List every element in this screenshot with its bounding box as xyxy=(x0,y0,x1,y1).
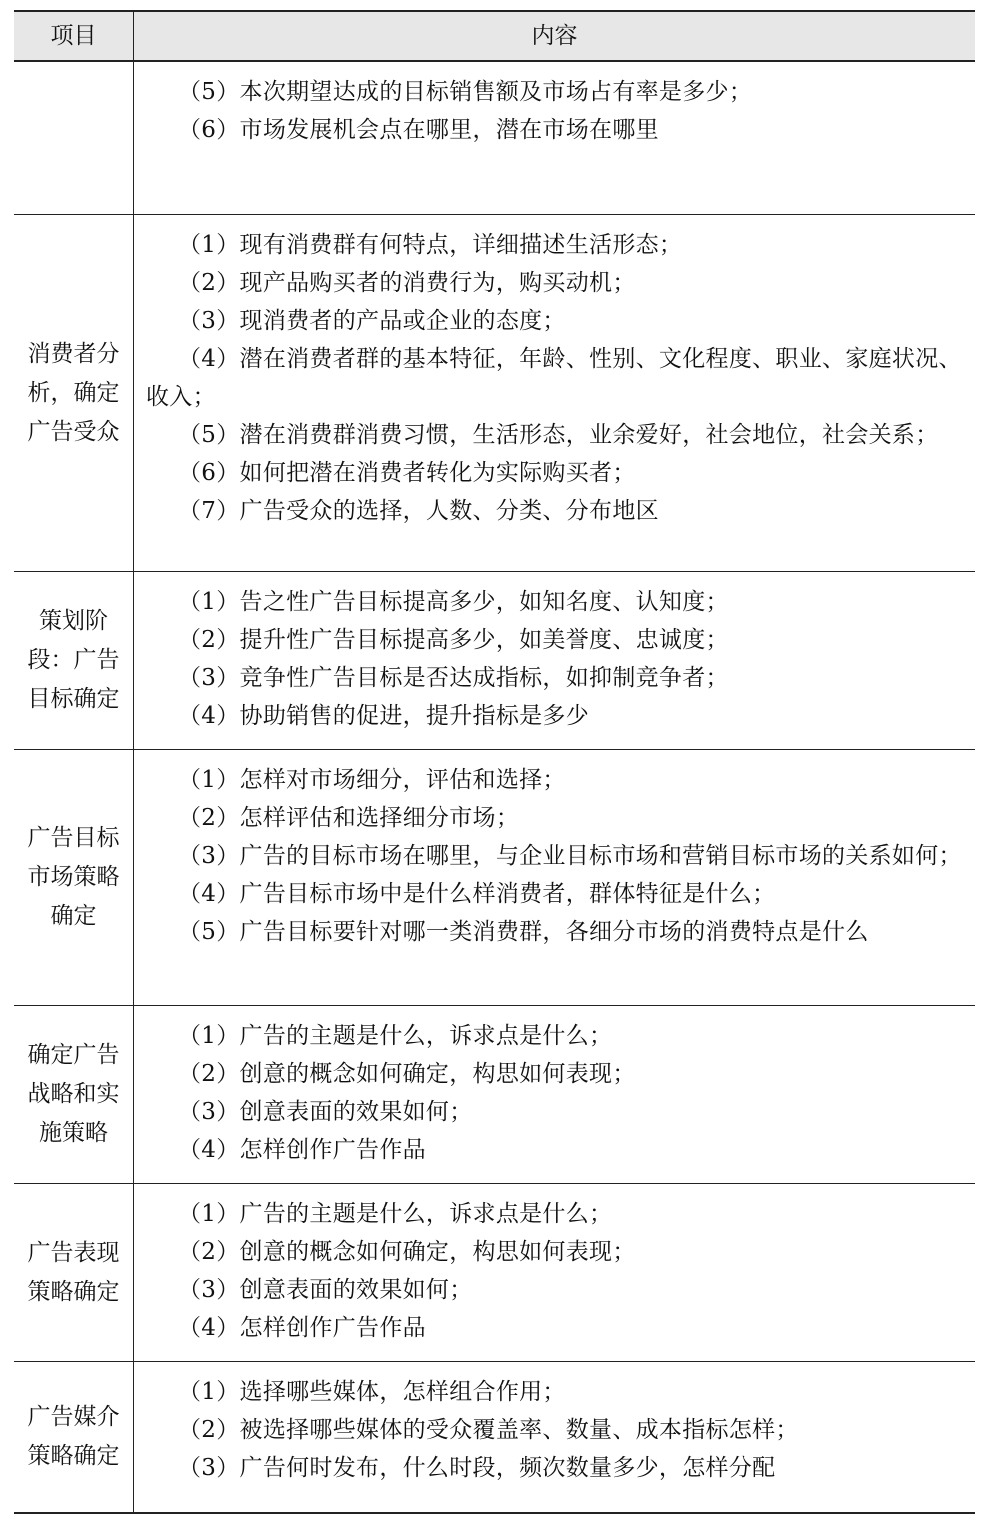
content-line: （1）广告的主题是什么，诉求点是什么； xyxy=(178,1201,613,1227)
content-line: （4）潜在消费者群的基本特征，年龄、性别、文化程度、职业、家庭状况、收入； xyxy=(146,346,962,410)
content-line: （3）创意表面的效果如何； xyxy=(178,1277,473,1303)
content-line: （1）广告的主题是什么，诉求点是什么； xyxy=(178,1023,613,1049)
header-content-cell: 内容 xyxy=(531,23,578,49)
row-item-cell: 广告目标市场策略确定 xyxy=(14,750,134,1005)
row-item-cell: 广告媒介策略确定 xyxy=(14,1362,134,1512)
row-item-cell: 策划阶段：广告目标确定 xyxy=(14,572,134,749)
row-content-cell xyxy=(134,572,975,749)
content-line: （2）怎样评估和选择细分市场； xyxy=(178,805,520,831)
content-line: （4）协助销售的促进，提升指标是多少 xyxy=(178,703,590,729)
content-line: （5）本次期望达成的目标销售额及市场占有率是多少； xyxy=(178,79,753,105)
table-row xyxy=(14,215,975,572)
content-line: （4）怎样创作广告作品 xyxy=(178,1315,426,1341)
table-row xyxy=(14,572,975,750)
row-item-cell xyxy=(14,62,134,214)
row-item-cell: 广告表现策略确定 xyxy=(14,1184,134,1361)
content-line: （2）创意的概念如何确定，构思如何表现； xyxy=(178,1061,636,1087)
row-content-cell xyxy=(134,750,975,1005)
content-line: （7）广告受众的选择，人数、分类、分布地区 xyxy=(178,498,659,524)
row-content-cell xyxy=(134,62,975,214)
content-line: （2）被选择哪些媒体的受众覆盖率、数量、成本指标怎样； xyxy=(178,1417,799,1443)
content-line: （1）现有消费群有何特点，详细描述生活形态； xyxy=(178,232,683,258)
content-line: （1）告之性广告目标提高多少，如知名度、认知度； xyxy=(178,589,729,615)
content-line: （6）如何把潜在消费者转化为实际购买者； xyxy=(178,460,636,486)
content-line: （6）市场发展机会点在哪里，潜在市场在哪里 xyxy=(178,117,659,143)
content-line: （1）选择哪些媒体，怎样组合作用； xyxy=(178,1379,566,1405)
row-content-cell xyxy=(134,1184,975,1361)
row-content-cell xyxy=(134,215,975,571)
content-line: （5）广告目标要针对哪一类消费群，各细分市场的消费特点是什么 xyxy=(178,919,869,945)
content-line: （3）现消费者的产品或企业的态度； xyxy=(178,308,566,334)
content-line: （3）竞争性广告目标是否达成指标，如抑制竞争者； xyxy=(178,665,729,691)
content-line: （2）创意的概念如何确定，构思如何表现； xyxy=(178,1239,636,1265)
table-row xyxy=(14,1184,975,1362)
content-line: （1）怎样对市场细分，评估和选择； xyxy=(178,767,566,793)
table-row xyxy=(14,62,975,215)
table-row xyxy=(14,750,975,1006)
content-line: （3）创意表面的效果如何； xyxy=(178,1099,473,1125)
table-header xyxy=(14,10,975,62)
content-line: （4）广告目标市场中是什么样消费者，群体特征是什么； xyxy=(178,881,776,907)
table-row xyxy=(14,1006,975,1184)
content-line: （2）现产品购买者的消费行为，购买动机； xyxy=(178,270,636,296)
row-item-cell: 消费者分析，确定广告受众 xyxy=(14,215,134,571)
content-line: （5）潜在消费群消费习惯，生活形态，业余爱好，社会地位，社会关系； xyxy=(178,422,939,448)
content-line: （4）怎样创作广告作品 xyxy=(178,1137,426,1163)
row-content-cell xyxy=(134,1006,975,1183)
row-content-cell xyxy=(134,1362,975,1512)
content-line: （3）广告的目标市场在哪里，与企业目标市场和营销目标市场的关系如何； xyxy=(178,843,962,869)
content-line: （2）提升性广告目标提高多少，如美誉度、忠诚度； xyxy=(178,627,729,653)
table-row xyxy=(14,1362,975,1514)
row-item-cell: 确定广告战略和实施策略 xyxy=(14,1006,134,1183)
header-item-cell: 项目 xyxy=(14,12,134,60)
plan-table xyxy=(14,10,975,1514)
content-line: （3）广告何时发布，什么时段，频次数量多少，怎样分配 xyxy=(178,1455,776,1481)
